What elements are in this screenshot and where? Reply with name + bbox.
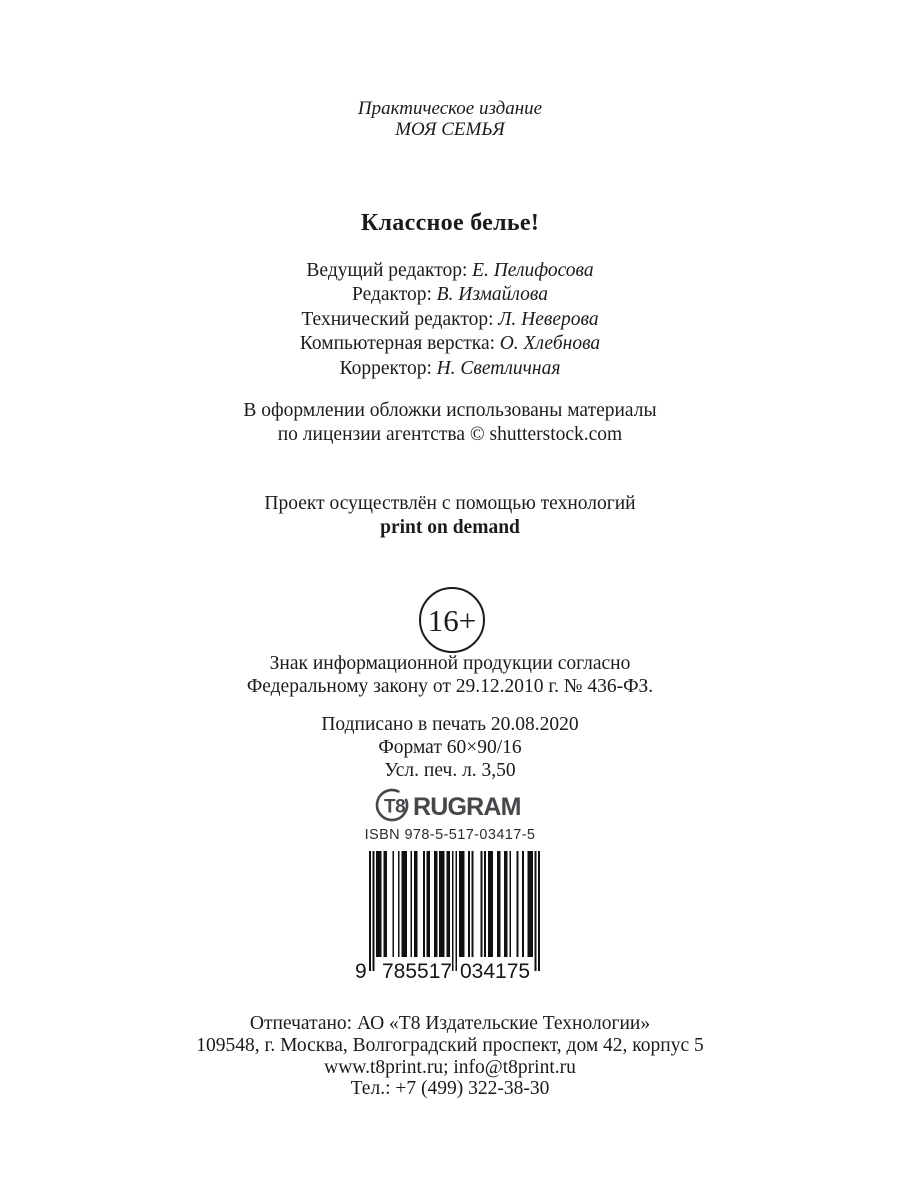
pod-line2: print on demand <box>380 517 520 538</box>
signed-to-print-line: Подписано в печать 20.08.2020 <box>321 714 579 735</box>
imprint-line-printer: Отпечатано: АО «Т8 Издательские Технологии» <box>249 1013 651 1034</box>
credit-name: Е. Пелифосова <box>472 260 594 281</box>
pod-line1: Проект осуществлён с помощью технологий <box>264 493 636 514</box>
credit-row <box>0 259 900 283</box>
credit-row <box>0 308 900 332</box>
edition-note-block <box>0 98 900 140</box>
cover-materials-note <box>0 399 900 446</box>
format-line: Формат 60×90/16 <box>378 736 522 758</box>
t8-logo-mark: Т8 <box>384 796 406 818</box>
ean13-barcode <box>355 851 540 983</box>
age-note-line2: Федеральному закону от 29.12.2010 г. № 436-ФЗ. <box>246 675 654 697</box>
printed-sheets-line: Усл. печ. л. 3,50 <box>384 759 516 781</box>
credit-row <box>0 332 900 356</box>
credit-name: О. Хлебнова <box>499 333 601 355</box>
age-rating-badge <box>419 587 485 653</box>
barcode-digit-first: 9 <box>355 960 367 983</box>
credit-name: Н. Светличная <box>436 357 561 379</box>
imprint-line-address: 109548, г. Москва, Волгоградский проспект, дом 42, корпус 5 <box>196 1034 704 1056</box>
credit-row <box>0 357 900 381</box>
credit-label: Ведущий редактор: <box>306 260 468 281</box>
isbn-label: ISBN 978-5-517-03417-5 <box>364 827 536 843</box>
print-details-block <box>0 714 900 782</box>
t8-rugram-logo-icon <box>375 786 525 824</box>
barcode-digits-right: 034175 <box>460 960 531 983</box>
imprint-block <box>0 1013 900 1100</box>
imprint-line-web: www.t8print.ru; info@t8print.ru <box>324 1056 576 1078</box>
credits-block <box>0 259 900 381</box>
cover-note-line2: по лицензии агентства © shutterstock.com <box>277 423 623 445</box>
imprint-line-phone: Тел.: +7 (499) 322-38-30 <box>350 1078 550 1100</box>
age-rating-note <box>0 653 900 699</box>
publisher-logo <box>0 786 900 824</box>
credit-name: В. Измайлова <box>436 284 549 306</box>
credit-label: Корректор: <box>339 357 432 379</box>
book-title: Классное белье! <box>360 210 540 236</box>
credit-row <box>0 283 900 307</box>
barcode-bars <box>369 851 540 971</box>
cover-note-line1: В оформлении обложки использованы материалы <box>243 400 657 421</box>
credit-label: Технический редактор: <box>301 308 494 330</box>
age-note-line1: Знак информационной продукции согласно <box>269 653 631 674</box>
age-rating-text: 16+ <box>427 602 477 638</box>
series-name: МОЯ СЕМЬЯ <box>395 119 505 140</box>
credit-name: Л. Неверова <box>498 308 599 330</box>
credit-label: Редактор: <box>351 284 432 306</box>
print-on-demand-note <box>0 492 900 540</box>
edition-type-note: Практическое издание <box>357 98 543 119</box>
credit-label: Компьютерная верстка: <box>299 333 496 355</box>
barcode-digits-left: 785517 <box>382 960 453 983</box>
rugram-wordmark: RUGRAM <box>413 793 521 821</box>
